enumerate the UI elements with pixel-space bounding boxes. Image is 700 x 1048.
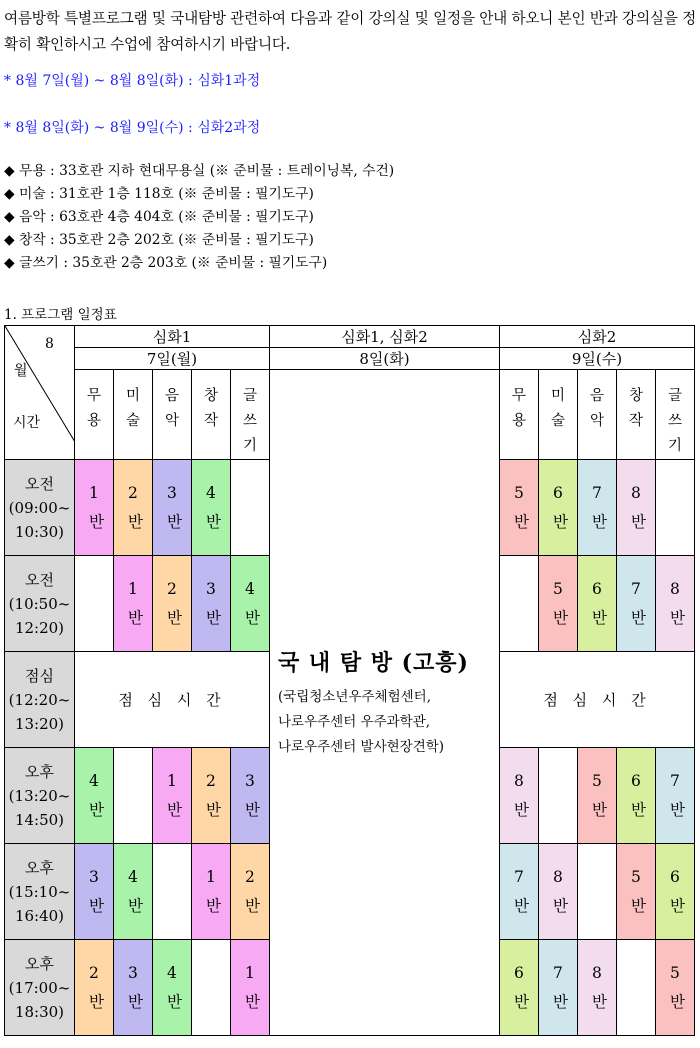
corner-month: 8	[45, 336, 54, 352]
class-cell	[656, 748, 695, 844]
class-unit: 반	[553, 992, 568, 1011]
class-unit: 반	[514, 992, 529, 1011]
class-unit: 반	[128, 992, 143, 1011]
class-number: 4	[245, 579, 255, 598]
intro-paragraph: 여름방학 특별프로그램 및 국내탐방 관련하여 다음과 같이 강의실 및 일정을 안내 하오니 본인 반과 강의실을 정확히 확인하시고 수업에 참여하시기 바랍니다.	[4, 10, 696, 53]
class-unit: 반	[670, 800, 685, 819]
subject-char: 무	[86, 388, 101, 404]
class-cell	[578, 748, 617, 844]
class-cell	[153, 748, 192, 844]
class-unit: 반	[89, 512, 104, 531]
group-header-1: 심화1	[75, 326, 270, 348]
group-header-2: 심화1, 심화2	[270, 326, 500, 348]
tour-detail-line: 나로우주센터 발사현장견학)	[278, 738, 445, 755]
subject-char: 창	[628, 388, 643, 404]
class-cell	[539, 844, 578, 940]
class-number: 4	[128, 867, 138, 886]
corner-time: 시간	[13, 415, 41, 431]
subject-char: 용	[86, 413, 101, 429]
class-cell	[75, 748, 114, 844]
subject-char: 술	[550, 413, 565, 429]
time-line: 점심	[25, 666, 54, 685]
class-number: 3	[206, 579, 216, 598]
room-line-writing: ◆ 글쓰기 : 35호관 2층 203호 (※ 준비물 : 필기도구)	[4, 255, 328, 271]
tour-cell	[270, 370, 500, 1036]
class-cell	[617, 844, 656, 940]
class-number: 6	[670, 867, 680, 886]
class-cell	[153, 556, 192, 652]
class-unit: 반	[128, 608, 143, 627]
class-cell	[656, 556, 695, 652]
corner-cell	[5, 326, 75, 460]
class-unit: 반	[167, 512, 182, 531]
class-number: 7	[631, 579, 641, 598]
room-line-dance: ◆ 무용 : 33호관 지하 현대무용실 (※ 준비물 : 트레이닝복, 수건)	[4, 163, 395, 179]
class-unit: 반	[89, 896, 104, 915]
class-unit: 반	[89, 992, 104, 1011]
class-cell	[617, 556, 656, 652]
class-unit: 반	[592, 800, 607, 819]
class-number: 2	[206, 771, 216, 790]
class-number: 5	[553, 579, 563, 598]
class-unit: 반	[206, 896, 221, 915]
class-unit: 반	[514, 512, 529, 531]
time-line: 12:20)	[14, 618, 65, 637]
class-number: 5	[670, 963, 680, 982]
class-unit: 반	[128, 896, 143, 915]
class-cell	[153, 940, 192, 1036]
time-cell	[5, 460, 75, 556]
class-cell	[114, 940, 153, 1036]
class-number: 8	[514, 771, 524, 790]
class-unit: 반	[128, 512, 143, 531]
class-cell	[656, 460, 695, 556]
class-cell	[75, 940, 114, 1036]
class-number: 3	[245, 771, 255, 790]
tour-detail-line: 나로우주센터 우주과학관,	[278, 713, 431, 730]
subject-char: 미	[125, 388, 140, 404]
subject-header	[617, 370, 656, 460]
subject-char: 글	[667, 388, 682, 404]
class-unit: 반	[631, 896, 646, 915]
corner-month-unit: 월	[14, 363, 28, 379]
class-cell	[500, 844, 539, 940]
subject-char: 작	[203, 413, 218, 429]
class-cell	[192, 844, 231, 940]
class-unit: 반	[592, 512, 607, 531]
class-number: 1	[128, 579, 138, 598]
class-unit: 반	[553, 512, 568, 531]
time-line: (12:20~	[8, 690, 71, 709]
subject-char: 기	[242, 438, 257, 454]
class-cell	[231, 940, 270, 1036]
class-unit: 반	[592, 992, 607, 1011]
class-number: 2	[245, 867, 255, 886]
room-line-art: ◆ 미술 : 31호관 1층 118호 (※ 준비물 : 필기도구)	[4, 186, 314, 202]
time-line: (09:00~	[8, 498, 71, 517]
time-line: 오후	[25, 858, 54, 877]
subject-char: 악	[164, 413, 179, 429]
class-cell	[153, 844, 192, 940]
class-number: 6	[631, 771, 641, 790]
subject-char: 쓰	[242, 413, 257, 429]
class-unit: 반	[631, 800, 646, 819]
class-number: 2	[128, 483, 138, 502]
class-cell	[192, 460, 231, 556]
subject-header	[75, 370, 114, 460]
class-number: 3	[128, 963, 138, 982]
subject-header	[114, 370, 153, 460]
class-number: 4	[89, 771, 99, 790]
class-cell	[75, 556, 114, 652]
section-title: 1. 프로그램 일정표	[4, 307, 117, 323]
time-line: 16:40)	[14, 906, 65, 925]
time-line: 오후	[25, 762, 54, 781]
class-unit: 반	[670, 992, 685, 1011]
class-number: 5	[592, 771, 602, 790]
class-number: 8	[631, 483, 641, 502]
class-number: 7	[670, 771, 680, 790]
class-cell	[500, 460, 539, 556]
class-cell	[656, 844, 695, 940]
lunch-cell: 점 심 시 간	[500, 652, 695, 748]
date-line-1: * 8월 7일(월) ~ 8월 8일(화) : 심화1과정	[4, 73, 261, 89]
subject-header	[578, 370, 617, 460]
time-cell	[5, 940, 75, 1036]
class-number: 5	[514, 483, 524, 502]
class-unit: 반	[167, 800, 182, 819]
day-header-1: 7일(월)	[75, 348, 270, 370]
subject-char: 쓰	[667, 413, 682, 429]
subject-char: 음	[589, 388, 604, 404]
time-line: 오전	[25, 570, 54, 589]
class-number: 4	[167, 963, 177, 982]
class-cell	[578, 460, 617, 556]
schedule-table	[4, 325, 695, 1036]
class-number: 1	[206, 867, 216, 886]
time-line: (15:10~	[8, 882, 71, 901]
class-unit: 반	[670, 896, 685, 915]
class-cell	[192, 940, 231, 1036]
room-line-music: ◆ 음악 : 63호관 4층 404호 (※ 준비물 : 필기도구)	[4, 209, 314, 225]
subject-header	[153, 370, 192, 460]
class-unit: 반	[245, 608, 260, 627]
time-cell	[5, 844, 75, 940]
class-unit: 반	[553, 896, 568, 915]
class-number: 2	[89, 963, 99, 982]
subject-header	[192, 370, 231, 460]
class-cell	[578, 556, 617, 652]
lunch-cell: 점 심 시 간	[75, 652, 270, 748]
class-cell	[153, 460, 192, 556]
time-line: 18:30)	[14, 1002, 65, 1021]
subject-char: 악	[589, 413, 604, 429]
class-cell	[617, 940, 656, 1036]
date-line-2: * 8월 8일(화) ~ 8월 9일(수) : 심화2과정	[4, 120, 261, 136]
class-unit: 반	[514, 800, 529, 819]
subject-char: 기	[667, 438, 682, 454]
time-line: (13:20~	[8, 786, 71, 805]
day-header-2: 8일(화)	[270, 348, 500, 370]
day-header-3: 9일(수)	[500, 348, 695, 370]
class-unit: 반	[631, 608, 646, 627]
tour-title: 국 내 탐 방 (고흥)	[278, 649, 469, 676]
subject-header	[656, 370, 695, 460]
class-unit: 반	[206, 800, 221, 819]
subject-header	[500, 370, 539, 460]
class-number: 1	[245, 963, 255, 982]
class-unit: 반	[553, 608, 568, 627]
class-number: 3	[167, 483, 177, 502]
subject-char: 미	[550, 388, 565, 404]
subject-header	[539, 370, 578, 460]
class-number: 7	[514, 867, 524, 886]
class-cell	[500, 748, 539, 844]
class-number: 8	[553, 867, 563, 886]
class-cell	[114, 460, 153, 556]
class-cell	[231, 556, 270, 652]
time-line: (17:00~	[8, 978, 71, 997]
class-number: 1	[89, 483, 99, 502]
time-line: 오전	[25, 474, 54, 493]
time-line: 13:20)	[14, 714, 65, 733]
time-cell	[5, 652, 75, 748]
room-line-creative: ◆ 창작 : 35호관 2층 202호 (※ 준비물 : 필기도구)	[4, 232, 314, 248]
class-number: 7	[592, 483, 602, 502]
time-line: 오후	[25, 954, 54, 973]
class-cell	[231, 748, 270, 844]
tour-detail-line: (국립청소년우주체험센터,	[278, 688, 432, 705]
class-cell	[500, 940, 539, 1036]
class-cell	[578, 940, 617, 1036]
class-cell	[231, 844, 270, 940]
class-number: 8	[670, 579, 680, 598]
class-unit: 반	[89, 800, 104, 819]
subject-header	[231, 370, 270, 460]
time-line: (10:50~	[8, 594, 71, 613]
class-cell	[75, 844, 114, 940]
class-number: 7	[553, 963, 563, 982]
time-line: 10:30)	[14, 522, 65, 541]
class-number: 3	[89, 867, 99, 886]
class-unit: 반	[245, 896, 260, 915]
class-cell	[617, 460, 656, 556]
time-cell	[5, 556, 75, 652]
class-unit: 반	[631, 512, 646, 531]
subject-char: 작	[628, 413, 643, 429]
class-number: 6	[592, 579, 602, 598]
class-unit: 반	[167, 608, 182, 627]
subject-char: 술	[125, 413, 140, 429]
class-cell	[192, 748, 231, 844]
class-cell	[192, 556, 231, 652]
class-unit: 반	[206, 608, 221, 627]
class-unit: 반	[245, 992, 260, 1011]
class-unit: 반	[592, 608, 607, 627]
class-number: 8	[592, 963, 602, 982]
subject-char: 음	[164, 388, 179, 404]
time-cell	[5, 748, 75, 844]
class-cell	[231, 460, 270, 556]
class-number: 6	[514, 963, 524, 982]
class-number: 1	[167, 771, 177, 790]
class-number: 6	[553, 483, 563, 502]
subject-char: 창	[203, 388, 218, 404]
class-unit: 반	[670, 608, 685, 627]
class-cell	[617, 748, 656, 844]
group-header-3: 심화2	[500, 326, 695, 348]
tour-details	[278, 685, 499, 760]
class-number: 5	[631, 867, 641, 886]
class-number: 2	[167, 579, 177, 598]
class-unit: 반	[167, 992, 182, 1011]
class-unit: 반	[245, 800, 260, 819]
class-cell	[656, 940, 695, 1036]
class-unit: 반	[206, 512, 221, 531]
time-line: 14:50)	[14, 810, 65, 829]
class-cell	[578, 844, 617, 940]
class-number: 4	[206, 483, 216, 502]
class-cell	[539, 556, 578, 652]
class-unit: 반	[514, 896, 529, 915]
class-cell	[539, 748, 578, 844]
subject-char: 용	[511, 413, 526, 429]
class-cell	[539, 460, 578, 556]
class-cell	[114, 748, 153, 844]
class-cell	[114, 844, 153, 940]
subject-char: 무	[511, 388, 526, 404]
class-cell	[75, 460, 114, 556]
class-cell	[539, 940, 578, 1036]
class-cell	[500, 556, 539, 652]
class-cell	[114, 556, 153, 652]
subject-char: 글	[242, 388, 257, 404]
